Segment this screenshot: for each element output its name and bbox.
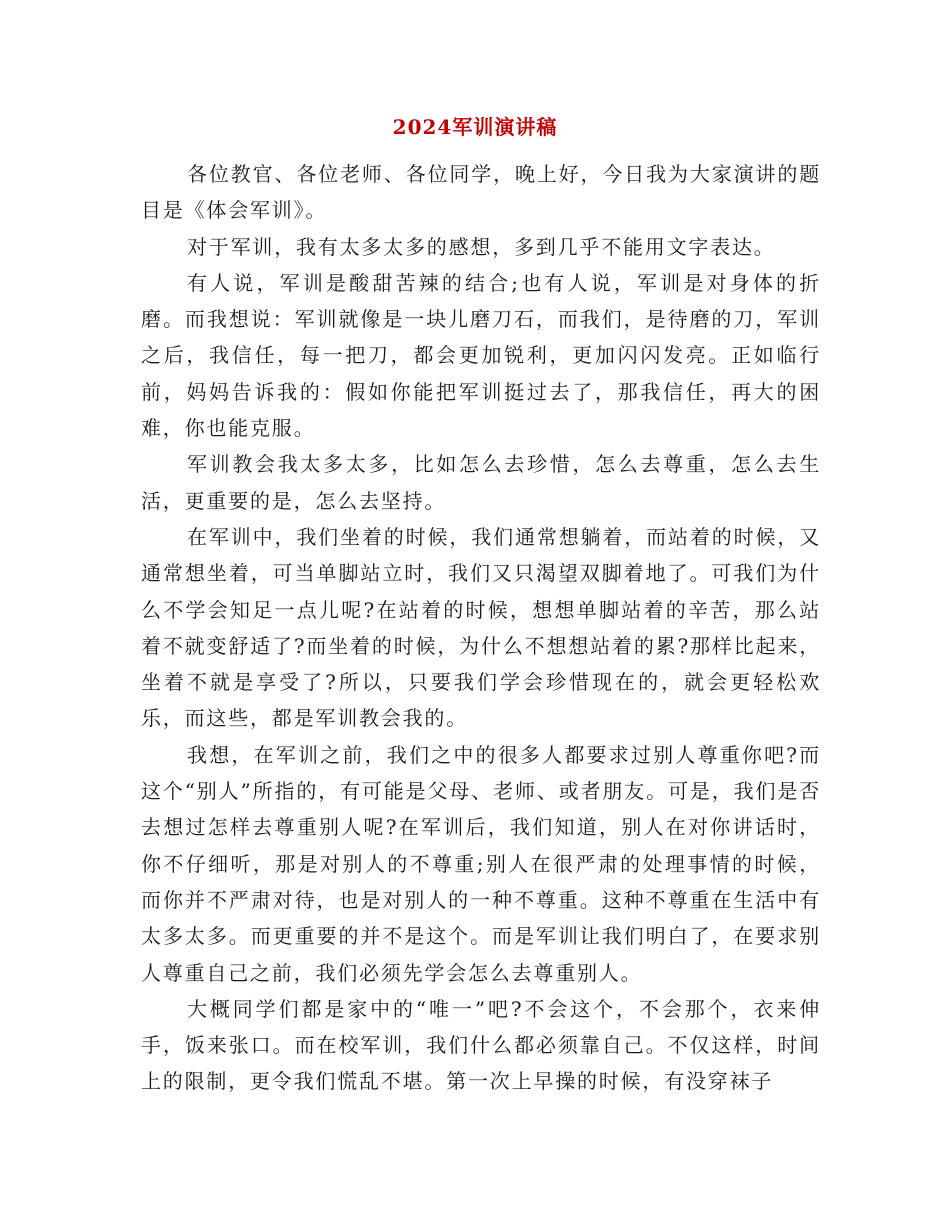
paragraph: 对于军训，我有太多太多的感想，多到几乎不能用文字表达。: [187, 234, 776, 259]
paragraph: 在军训中，我们坐着的时候，我们通常想躺着，而站着的时候，又通常想坐着，可当单脚站立时，我们又只渴望双脚着地了。可我们为什么不学会知足一点儿呢?在站着的时候，想想单脚站着的辛苦，那么站着不就变舒适了?而坐着的时候，为什么不想想站着的累?那样比起来，坐着不就是享受了?所以，只要我们学会珍惜现在的，就会更轻松欢乐，而这些，都是军训教会我的。: [141, 524, 821, 731]
paragraph: 大概同学们都是家中的“唯一”吧?不会这个，不会那个，衣来伸手，饭来张口。而在校军训，我们什么都必须靠自己。不仅这样，时间上的限制，更令我们慌乱不堪。第一次上早操的时候，有没穿袜子: [141, 996, 821, 1094]
paragraph: 军训教会我太多太多，比如怎么去珍惜，怎么去尊重，怎么去生活，更重要的是，怎么去坚持。: [141, 452, 821, 513]
paragraph: 有人说，军训是酸甜苦辣的结合;也有人说，军训是对身体的折磨。而我想说：军训就像是一块儿磨刀石，而我们，是待磨的刀，军训之后，我信任，每一把刀，都会更加锐利，更加闪闪发亮。正如临行前，妈妈告诉我的：假如你能把军训挺过去了，那我信任，再大的困难，你也能克服。: [141, 270, 821, 441]
paragraph: 我想，在军训之前，我们之中的很多人都要求过别人尊重你吧?而这个“别人”所指的，有可能是父母、老师、或者朋友。可是，我们是否去想过怎样去尊重别人呢?在军训后，我们知道，别人在对你讲话时，你不仔细听，那是对别人的不尊重;别人在很严肃的处理事情的时候，而你并不严肃对待，也是对别人的一种不尊重。这种不尊重在生活中有太多太多。而更重要的并不是这个。而是军训让我们明白了，在要求别人尊重自己之前，我们必须先学会怎么去尊重别人。: [141, 742, 821, 985]
document-title: 2024军训演讲稿: [392, 115, 558, 139]
paragraph: 各位教官、各位老师、各位同学，晚上好，今日我为大家演讲的题目是《体会军训》。: [141, 162, 821, 223]
document-body: [141, 156, 821, 1100]
